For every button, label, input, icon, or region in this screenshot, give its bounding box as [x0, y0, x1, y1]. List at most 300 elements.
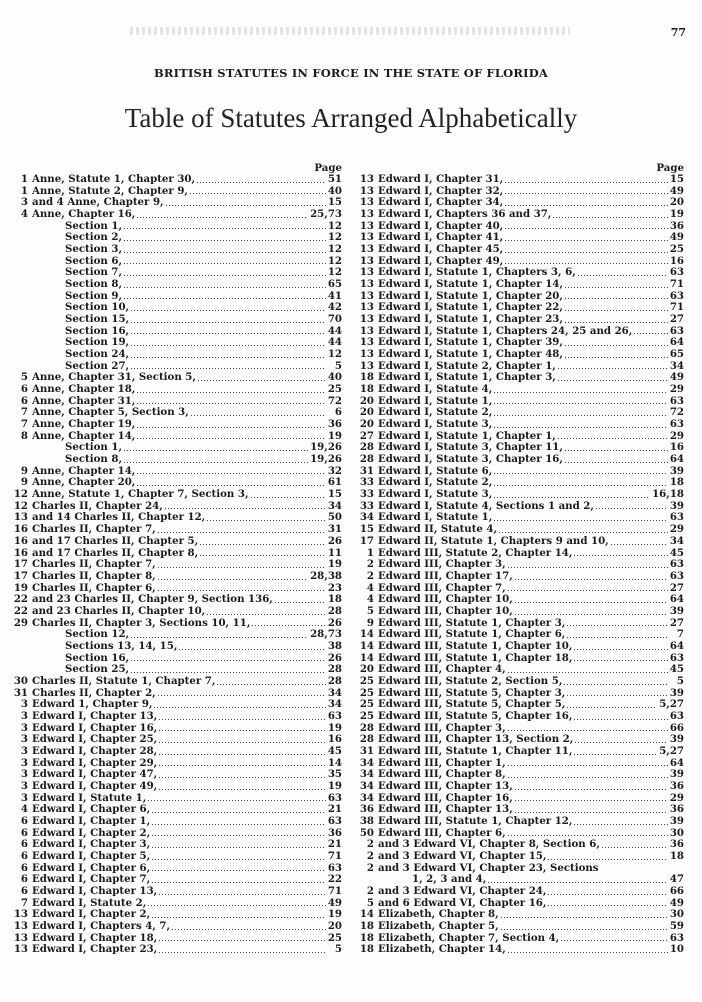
regnal-year: 3: [20, 745, 28, 757]
dot-leader: [198, 380, 326, 381]
index-entry: [352, 209, 684, 221]
statute-citation: Edward III, Chapter 6,: [378, 827, 506, 839]
dot-leader: [515, 614, 668, 615]
dot-leader: [131, 660, 326, 661]
index-entry: [6, 291, 342, 303]
index-entry: [352, 711, 684, 723]
dot-leader: [158, 695, 326, 696]
dot-leader: [159, 730, 326, 731]
right-column: [352, 162, 684, 956]
index-entry: [352, 454, 684, 466]
dot-leader: [124, 462, 308, 463]
page-reference: 66: [669, 885, 684, 897]
index-entry: [352, 314, 684, 326]
statute-citation: and 17 Charles II, Chapter 5,: [32, 535, 199, 547]
page-reference: 29: [669, 524, 684, 536]
index-entry: [6, 933, 342, 945]
regnal-year: 3: [20, 769, 28, 781]
index-entry: [352, 291, 684, 303]
index-entry: [6, 664, 342, 676]
page-reference: 16: [669, 255, 684, 267]
index-entry: [352, 933, 684, 945]
page-reference: 18: [669, 850, 684, 862]
statute-citation: Edward I, Chapter 18,: [32, 932, 158, 944]
index-entry: [352, 186, 684, 198]
statute-citation: Edward I, Statute 1, Chapters 24, 25 and 26,: [378, 325, 633, 337]
page-reference: 63: [327, 862, 342, 874]
page-reference: 16: [669, 442, 684, 454]
index-entry: [6, 174, 342, 186]
statute-citation: Elizabeth, Chapter 8,: [378, 909, 499, 921]
page-reference: 21: [327, 804, 342, 816]
regnal-year: 13: [13, 932, 28, 944]
bleed-through-header: [130, 27, 570, 35]
index-entry: [6, 851, 342, 863]
statute-citation: Edward I, Chapter 16,: [32, 722, 158, 734]
page-reference: 41: [327, 290, 342, 302]
regnal-year: 1: [20, 185, 28, 197]
statute-citation: Edward I, Statute 1, Chapter 39,: [378, 337, 563, 349]
statute-citation: Edward I, Chapter 23,: [32, 944, 158, 956]
page-reference: 12: [327, 255, 342, 267]
page-reference: 25,73: [310, 209, 342, 221]
dot-leader: [131, 345, 326, 346]
dot-leader: [152, 882, 326, 883]
statute-citation: and 3 Edward VI, Chapter 8, Section 6,: [378, 839, 600, 851]
regnal-year: 34: [359, 769, 374, 781]
regnal-year: 13: [359, 209, 374, 221]
dot-leader: [179, 649, 325, 650]
dot-leader: [207, 520, 326, 521]
regnal-year: 25: [359, 710, 374, 722]
page-reference: 5: [676, 675, 684, 687]
page-reference: 28: [327, 605, 342, 617]
regnal-year: 7: [20, 419, 28, 431]
dot-leader: [574, 649, 667, 650]
regnal-year: 2: [366, 839, 374, 851]
page-reference: 36: [327, 827, 342, 839]
statute-citation: Section 6,: [65, 255, 123, 267]
statute-citation: and 6 Edward VI, Chapter 16,: [378, 897, 547, 909]
page-reference: 19: [327, 909, 342, 921]
regnal-year: 7: [20, 407, 28, 419]
page-reference: 22: [327, 874, 342, 886]
statute-citation: Edward I, Chapter 31,: [378, 174, 504, 185]
dot-leader: [515, 800, 668, 801]
statute-citation: Anne, Statute 1, Chapter 7, Section 3,: [32, 489, 249, 501]
page-reference: 50: [327, 512, 342, 524]
page-reference: 34: [669, 535, 684, 547]
page-reference: 31: [327, 524, 342, 536]
index-entry: [352, 758, 684, 770]
index-entry: [352, 372, 684, 384]
page-reference: 15: [669, 174, 684, 185]
statute-citation: Charles II, Chapter 7,: [32, 524, 156, 536]
index-entry: [352, 886, 684, 898]
dot-leader: [217, 684, 325, 685]
page-reference: 64: [669, 757, 684, 769]
page-reference: 63: [669, 290, 684, 302]
index-entry: [6, 781, 342, 793]
regnal-year: 6: [20, 862, 28, 874]
dot-leader: [172, 929, 326, 930]
regnal-year: 20: [359, 395, 374, 407]
page-reference: 19,26: [310, 454, 342, 466]
statute-citation: Edward II, Statute 1, Chapters 9 and 10,: [378, 535, 609, 547]
statute-citation: Edward I, Statute 1, Chapter 20,: [378, 290, 563, 302]
regnal-year: 6: [20, 395, 28, 407]
page-reference: 72: [669, 407, 684, 419]
dot-leader: [505, 252, 668, 253]
page-reference: 34: [669, 360, 684, 372]
regnal-year: 22: [13, 605, 28, 617]
dot-leader: [197, 182, 326, 183]
statute-citation: Edward I, Chapter 49,: [32, 780, 158, 792]
regnal-year: 5: [366, 605, 374, 617]
page-reference: 45: [327, 745, 342, 757]
page-reference: 25: [669, 244, 684, 256]
page-reference: 49: [669, 372, 684, 384]
index-entry: [352, 442, 684, 454]
regnal-year: 20: [359, 419, 374, 431]
dot-leader: [152, 870, 326, 871]
regnal-year: 31: [359, 745, 374, 757]
statute-citation: Edward I, Chapter 1,: [32, 815, 151, 827]
index-entry: [352, 524, 684, 536]
dot-leader: [124, 228, 326, 229]
regnal-year: 33: [359, 489, 374, 501]
page-reference: 39: [669, 465, 684, 477]
statute-citation: Anne, Chapter 31, Section 5,: [32, 372, 196, 384]
statute-citation: Section 7,: [65, 267, 123, 279]
dot-leader: [501, 929, 668, 930]
dot-leader: [159, 789, 326, 790]
statute-citation: Section 24,: [65, 349, 130, 361]
statute-citation: Charles II, Statute 1, Chapter 7,: [32, 675, 216, 687]
statute-citation: Section 10,: [65, 302, 130, 314]
dot-leader: [558, 438, 668, 439]
page-reference: 65: [669, 349, 684, 361]
statute-citation: Edward I, Chapter 28,: [32, 745, 158, 757]
dot-leader: [137, 217, 308, 218]
index-entry: [6, 337, 342, 349]
page-reference: 15: [327, 489, 342, 501]
page-reference: 20: [669, 197, 684, 209]
dot-leader: [154, 707, 325, 708]
page-reference: 29: [669, 792, 684, 804]
statute-citation: Edward III, Chapter 16,: [378, 792, 513, 804]
index-entry: [352, 267, 684, 279]
page-reference: 63: [327, 815, 342, 827]
statute-citation: Edward I, Statute 3,: [378, 419, 493, 431]
page-reference: 16: [327, 734, 342, 746]
statute-citation: Edward I, Statute 3,: [378, 489, 493, 501]
statute-citation: Edward I, Statute 3, Chapter 11,: [378, 442, 563, 454]
index-entry: [6, 583, 342, 595]
regnal-year: 5: [366, 897, 374, 909]
page-reference: 36: [669, 220, 684, 232]
dot-leader: [494, 403, 668, 404]
page-reference: 66: [669, 722, 684, 734]
regnal-year: 13: [13, 921, 28, 932]
dot-leader: [158, 532, 326, 533]
dot-leader: [548, 894, 667, 895]
page-reference: 63: [669, 652, 684, 664]
dot-leader: [131, 637, 308, 638]
regnal-year: 9: [366, 617, 374, 629]
index-entry: [6, 793, 342, 805]
index-entry: [6, 361, 342, 373]
index-entry: [6, 559, 342, 571]
regnal-year: 12: [13, 500, 28, 512]
page-reference: 12: [327, 267, 342, 279]
regnal-year: 18: [359, 384, 374, 396]
dot-leader: [159, 952, 326, 953]
statute-citation: Edward I, Statute 1,: [378, 512, 493, 524]
statute-citation: Anne, Chapter 16,: [32, 209, 136, 221]
page-reference: 6: [334, 407, 342, 419]
statute-citation: and 3 Edward VI, Chapter 24,: [378, 885, 547, 897]
dot-leader: [165, 508, 326, 509]
page-reference: 44: [327, 337, 342, 349]
dot-leader: [565, 357, 668, 358]
page-reference: 32: [327, 465, 342, 477]
statute-citation: Edward I, Chapter 45,: [378, 244, 504, 256]
dot-leader: [494, 485, 668, 486]
index-entry: [352, 349, 684, 361]
index-entry: [6, 758, 342, 770]
page-reference: 72: [327, 395, 342, 407]
dot-leader: [505, 240, 668, 241]
statute-citation: Anne, Statute 1, Chapter 30,: [32, 174, 196, 185]
statute-citation: Section 1,: [65, 220, 123, 232]
statute-citation: Edward I, Chapter 40,: [378, 220, 504, 232]
dot-leader: [131, 368, 326, 369]
page-reference: 5: [334, 360, 342, 372]
regnal-year: 38: [359, 815, 374, 827]
regnal-year: 2: [366, 559, 374, 571]
page-reference: 23: [327, 582, 342, 594]
page-reference: 5,27: [659, 745, 684, 757]
page-column-header: Page: [314, 162, 342, 174]
page-reference: 39: [669, 734, 684, 746]
page-reference: 63: [669, 395, 684, 407]
regnal-year: 27: [359, 430, 374, 442]
regnal-year: 13: [13, 909, 28, 921]
index-entry: [352, 232, 684, 244]
index-entry: [6, 909, 342, 921]
regnal-year: 20: [359, 664, 374, 676]
index-entry: [6, 804, 342, 816]
dot-leader: [124, 298, 326, 299]
dot-leader: [494, 392, 668, 393]
page-reference: 51: [327, 174, 342, 185]
statute-citation: Edward I, Chapters 4, 7,: [32, 921, 171, 932]
regnal-year: 9: [20, 465, 28, 477]
dot-leader: [131, 357, 326, 358]
regnal-year: 33: [359, 500, 374, 512]
dot-leader: [137, 485, 325, 486]
page-reference: 29: [669, 384, 684, 396]
regnal-year: 16: [13, 535, 28, 547]
regnal-year: 16: [13, 524, 28, 536]
statute-citation: Edward I, Chapter 25,: [32, 734, 158, 746]
page-reference: 18: [669, 477, 684, 489]
index-entry: [352, 466, 684, 478]
dot-leader: [131, 333, 326, 334]
page-reference: 49: [669, 232, 684, 244]
page-reference: 35: [327, 769, 342, 781]
index-entry: [352, 839, 684, 851]
index-entry: [352, 641, 684, 653]
dot-leader: [574, 555, 667, 556]
statute-citation: Section 16,: [65, 652, 130, 664]
index-entry: [352, 326, 684, 338]
statute-citation: Edward I, Statute 1,: [378, 395, 493, 407]
page-reference: 38: [327, 640, 342, 652]
statute-citation: Edward I, Statute 3, Chapter 16,: [378, 454, 563, 466]
index-entry: [6, 816, 342, 828]
dot-leader: [158, 567, 326, 568]
index-entry: [6, 828, 342, 840]
page-reference: 49: [327, 897, 342, 909]
dot-leader: [191, 415, 326, 416]
dot-leader: [124, 240, 326, 241]
regnal-year: 3: [20, 780, 28, 792]
regnal-year: 29: [13, 617, 28, 629]
statute-citation: Edward III, Statute 1, Chapter 3,: [378, 617, 566, 629]
statute-citation: Edward III, Chapter 3,: [378, 559, 506, 571]
regnal-year: 14: [359, 652, 374, 664]
dot-leader: [190, 193, 326, 194]
page-reference: 65: [327, 279, 342, 291]
index-entry: [352, 337, 684, 349]
index-entry: [6, 944, 342, 956]
index-entry: [352, 512, 684, 524]
index-entry: [6, 711, 342, 723]
statute-citation: Section 8,: [65, 454, 123, 466]
regnal-year: 13: [359, 197, 374, 209]
dot-leader: [508, 590, 668, 591]
index-entry: [352, 384, 684, 396]
index-entry: [352, 664, 684, 676]
dot-leader: [548, 905, 667, 906]
index-entry: [6, 839, 342, 851]
page-reference: 39: [669, 605, 684, 617]
index-entry: [6, 594, 342, 606]
page-reference: 14: [327, 757, 342, 769]
index-entry: [6, 746, 342, 758]
dot-leader: [488, 882, 668, 883]
statute-citation: Edward III, Statute 1, Chapter 6,: [378, 629, 566, 641]
page-reference: 34: [327, 687, 342, 699]
regnal-year: 6: [20, 885, 28, 897]
regnal-year: 6: [20, 827, 28, 839]
dot-leader: [565, 310, 668, 311]
page-reference: 11: [327, 547, 342, 559]
dot-leader: [564, 684, 668, 685]
page-reference: 5: [334, 944, 342, 956]
statute-citation: Edward I, Chapter 6,: [32, 804, 151, 816]
dot-leader: [565, 450, 668, 451]
statute-citation: and 4 Anne, Chapter 9,: [32, 197, 164, 209]
page-reference: 5,27: [659, 699, 684, 711]
dot-leader: [158, 590, 326, 591]
page-number: 77: [670, 26, 686, 39]
index-entry: [6, 699, 342, 711]
regnal-year: 1: [20, 174, 28, 185]
regnal-year: 16: [13, 547, 28, 559]
dot-leader: [574, 719, 667, 720]
regnal-year: 13: [359, 314, 374, 326]
statute-citation: Edward I, Statute 1,: [32, 792, 147, 804]
page-reference: 59: [669, 921, 684, 932]
regnal-year: 3: [20, 710, 28, 722]
regnal-year: 28: [359, 734, 374, 746]
regnal-year: 3: [20, 699, 28, 711]
statute-citation: Edward I, Chapter 41,: [378, 232, 504, 244]
index-entry: [6, 653, 342, 665]
dot-leader: [166, 205, 326, 206]
page-reference: 36: [327, 419, 342, 431]
statute-citation: Section 12,: [65, 629, 130, 641]
page-reference: 40: [327, 372, 342, 384]
regnal-year: 4: [366, 582, 374, 594]
statute-citation: Edward I, Statute 4, Sections 1 and 2,: [378, 500, 594, 512]
dot-leader: [494, 473, 668, 474]
page-reference: 19,26: [310, 442, 342, 454]
regnal-year: 25: [359, 699, 374, 711]
dot-leader: [574, 754, 657, 755]
regnal-year: 36: [359, 804, 374, 816]
statute-citation: Edward I, Chapter 2,: [32, 827, 151, 839]
page-reference: 63: [327, 792, 342, 804]
page-reference: 19: [669, 209, 684, 221]
regnal-year: 18: [359, 921, 374, 932]
index-entry: [352, 793, 684, 805]
index-entry: [6, 723, 342, 735]
index-entry: [352, 816, 684, 828]
page-reference: 28,38: [310, 570, 342, 582]
statute-citation: Edward I, Statute 1, Chapter 14,: [378, 279, 563, 291]
index-entry: [6, 618, 342, 630]
regnal-year: 13: [359, 337, 374, 349]
dot-leader: [515, 602, 668, 603]
dot-leader: [548, 859, 667, 860]
page-reference: 61: [327, 477, 342, 489]
index-entry: [6, 197, 342, 209]
page-reference: 28,73: [310, 629, 342, 641]
index-entry: [6, 688, 342, 700]
page-reference: 36: [669, 839, 684, 851]
dot-leader: [558, 380, 668, 381]
dot-leader: [565, 345, 668, 346]
index-entry: [352, 734, 684, 746]
dot-leader: [499, 532, 668, 533]
dot-leader: [159, 940, 326, 941]
dot-leader: [574, 660, 667, 661]
page-reference: 19: [327, 430, 342, 442]
page-reference: 30: [669, 909, 684, 921]
dot-leader: [152, 824, 326, 825]
page-reference: 12: [327, 232, 342, 244]
page-reference: 12: [327, 349, 342, 361]
page-reference: 49: [669, 185, 684, 197]
statute-citation: Edward I, Statute 2,: [378, 407, 493, 419]
statute-citation: Edward I, Chapter 6,: [32, 862, 151, 874]
index-entry: [352, 548, 684, 560]
regnal-year: 6: [20, 384, 28, 396]
